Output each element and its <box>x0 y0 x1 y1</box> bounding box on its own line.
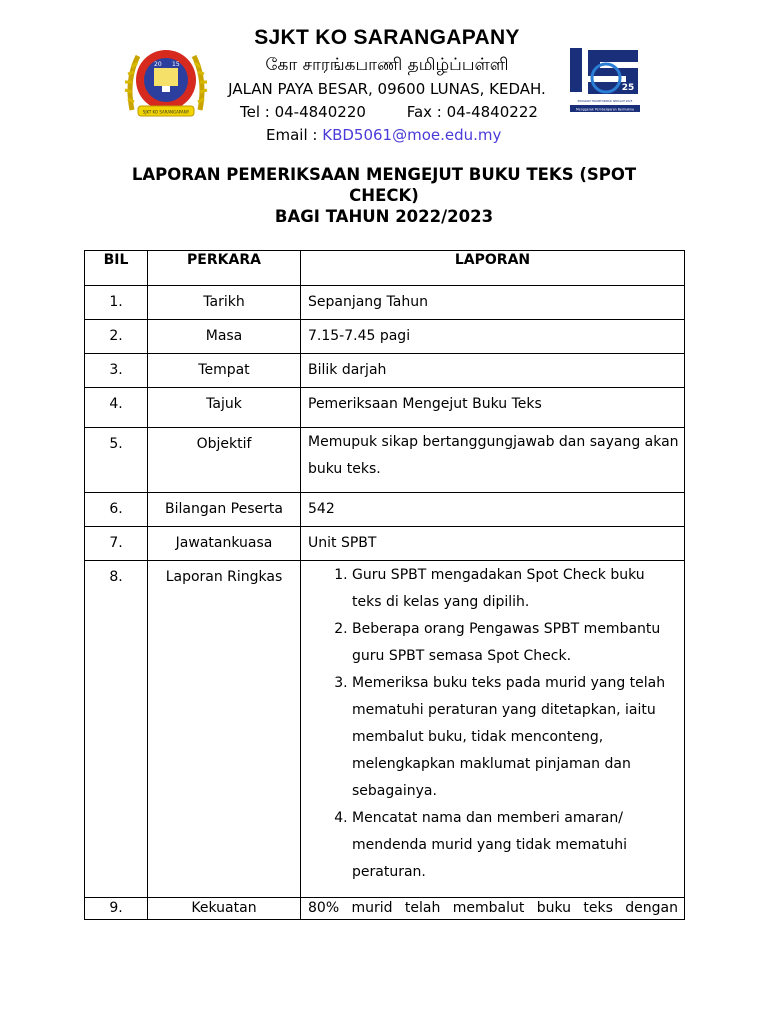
crest-banner-text: SJKT KO SARANGAPANY <box>142 109 190 115</box>
table-row <box>85 320 685 354</box>
table-row <box>85 493 685 527</box>
crest-year-right: 15 <box>172 61 180 68</box>
list-item: 2. Beberapa orang Pengawas SPBT membantu guru SPBT semasa Spot Check. <box>352 616 684 670</box>
title-line-1: LAPORAN PEMERIKSAAN MENGEJUT BUKU TEKS (SPOT CHECK) <box>131 165 637 205</box>
header-perkara: PERKARA <box>148 251 301 286</box>
row-laporan: Memupuk sikap bertanggungjawab dan sayang akan buku teks. <box>301 428 685 493</box>
row-perkara: Tarikh <box>148 286 301 320</box>
row-perkara: Tempat <box>148 354 301 388</box>
row-perkara: Tajuk <box>148 388 301 428</box>
summary-points-list <box>308 562 684 886</box>
logo-caption-1: PROGRAM TRANSFORMASI SEKOLAH 2025 <box>577 100 633 103</box>
row-perkara: Objektif <box>148 428 301 493</box>
table-row <box>85 898 685 920</box>
row-perkara: Jawatankuasa <box>148 527 301 561</box>
email-link[interactable]: KBD5061@moe.edu.my <box>322 126 502 144</box>
table-row <box>85 286 685 320</box>
report-table <box>84 250 685 920</box>
row-laporan: 542 <box>301 493 685 527</box>
logo-caption-2: Menggerak Pembelajaran Bermakna <box>576 107 634 112</box>
title-line-2: BAGI TAHUN 2022/2023 <box>274 207 494 226</box>
row-perkara: Bilangan Peserta <box>148 493 301 527</box>
crest-year-left: 20 <box>154 61 162 68</box>
row-perkara: Laporan Ringkas <box>148 561 301 898</box>
school-name-tamil: கோ சாரங்கபாணி தமிழ்ப்பள்ளி <box>265 55 509 75</box>
row-perkara: Kekuatan <box>148 898 301 920</box>
table-row <box>85 428 685 493</box>
row-bil: 7. <box>85 527 148 561</box>
table-row <box>85 388 685 428</box>
school-info <box>214 24 560 147</box>
school-address: JALAN PAYA BESAR, 09600 LUNAS, KEDAH. <box>228 80 546 98</box>
row-laporan: 7.15-7.45 pagi <box>301 320 685 354</box>
row-laporan: Sepanjang Tahun <box>301 286 685 320</box>
row-perkara: Masa <box>148 320 301 354</box>
table-row <box>85 527 685 561</box>
school-name: SJKT KO SARANGAPANY <box>254 26 520 49</box>
school-fax: Fax : 04-4840222 <box>406 103 538 121</box>
row-bil: 1. <box>85 286 148 320</box>
row-laporan: 80% murid telah membalut buku teks dengan <box>301 898 685 920</box>
email-label: Email : <box>266 126 318 144</box>
list-item: 1. Guru SPBT mengadakan Spot Check buku teks di kelas yang dipilih. <box>352 562 684 616</box>
row-laporan: Pemeriksaan Mengejut Buku Teks <box>301 388 685 428</box>
school-phone-fax <box>214 101 560 124</box>
logo-number: 25 <box>621 83 635 93</box>
row-bil: 4. <box>85 388 148 428</box>
header-laporan: LAPORAN <box>301 251 685 286</box>
list-item: 4. Mencatat nama dan memberi amaran/ mendenda murid yang tidak mematuhi peraturan. <box>352 805 684 886</box>
row-laporan: Bilik darjah <box>301 354 685 388</box>
row-bil: 8. <box>85 561 148 898</box>
table-header-row <box>85 251 685 286</box>
list-item: 3. Memeriksa buku teks pada murid yang telah mematuhi peraturan yang ditetapkan, iaitu membalut buku, tidak menconteng, melengkapkan maklumat pinjaman dan sebagainya. <box>352 670 684 805</box>
school-tel: Tel : 04-4840220 <box>240 103 366 121</box>
row-laporan: Unit SPBT <box>301 527 685 561</box>
school-crest-logo <box>124 40 208 124</box>
table-row <box>85 561 685 898</box>
row-bil: 5. <box>85 428 148 493</box>
table-row <box>85 354 685 388</box>
row-bil: 3. <box>85 354 148 388</box>
document-title <box>100 164 668 227</box>
row-bil: 2. <box>85 320 148 354</box>
row-laporan <box>301 561 685 898</box>
school-email-line <box>214 124 560 147</box>
row-bil: 6. <box>85 493 148 527</box>
transformation-program-logo <box>566 44 644 116</box>
header-bil: BIL <box>85 251 148 286</box>
letterhead <box>0 0 768 150</box>
row-bil: 9. <box>85 898 148 920</box>
